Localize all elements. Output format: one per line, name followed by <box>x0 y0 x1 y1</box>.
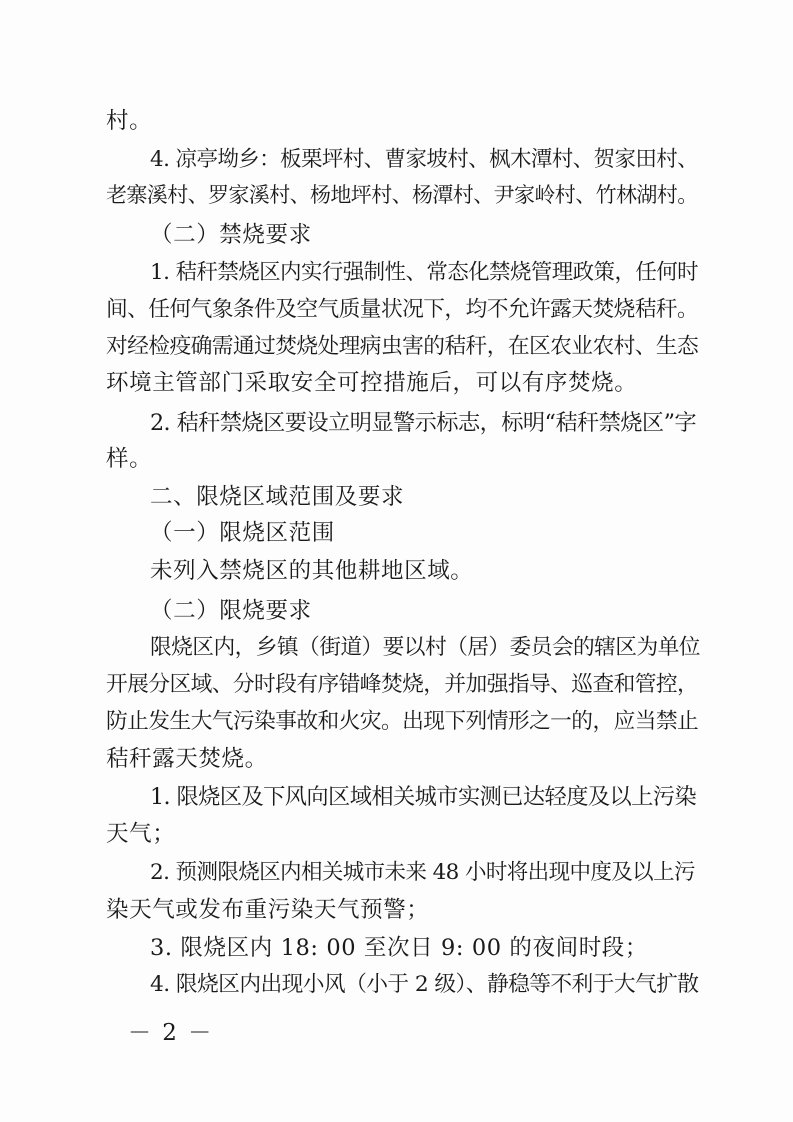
text-line: 4. 限烧区内出现小风（小于 2 级）、静稳等不利于大气扩散 <box>150 972 699 997</box>
text-line: 环境主管部门采取安全可控措施后，可以有序焚烧。 <box>106 370 638 396</box>
text-line: 4. 凉亭坳乡：板栗坪村、曹家坡村、枫木潭村、贺家田村、 <box>150 147 699 172</box>
text-line: 1. 限烧区及下风向区域相关城市实测已达轻度及以上污染 <box>150 784 697 810</box>
text-line: 老寨溪村、罗家溪村、杨地坪村、杨潭村、尹家岭村、竹林湖村。 <box>106 183 698 207</box>
text-line: 对经检疫确需通过焚烧处理病虫害的秸秆，在区农业农村、生态 <box>106 334 699 359</box>
page-number: － 2 － <box>128 1020 214 1046</box>
text-line: 未列入禁烧区的其他耕地区域。 <box>150 558 474 584</box>
text-line: 防止发生大气污染事故和火灾。出现下列情形之一的，应当禁止 <box>106 709 699 734</box>
section-heading: 二、限烧区域范围及要求 <box>150 484 405 510</box>
text-line: 1. 秸秆禁烧区内实行强制性、常态化禁烧管理政策，任何时 <box>150 260 699 285</box>
text-line: 村。 <box>106 108 153 134</box>
text-line: 限烧区内，乡镇（街道）要以村（居）委员会的辖区为单位 <box>150 635 700 660</box>
text-line: 2. 预测限烧区内相关城市未来 48 小时将出现中度及以上污 <box>150 860 695 885</box>
section-heading: （二）限烧要求 <box>150 598 312 624</box>
text-line: 开展分区域、分时段有序错峰焚烧，并加强指导、巡查和管控， <box>106 672 699 697</box>
section-heading: （一）限烧区范围 <box>150 520 335 546</box>
text-line: 3. 限烧区内 18: 00 至次日 9: 00 的夜间时段； <box>150 935 648 961</box>
text-line: 样。 <box>106 446 153 472</box>
text-line: 天气； <box>106 821 176 847</box>
text-line: 秸秆露天焚烧。 <box>106 746 268 772</box>
text-line: 2. 秸秆禁烧区要设立明显警示标志，标明“秸秆禁烧区”字 <box>150 410 697 436</box>
text-line: 染天气或发布重污染天气预警； <box>106 897 430 923</box>
text-line: 间、任何气象条件及空气质量状况下，均不允许露天焚烧秸秆。 <box>106 297 699 322</box>
section-heading: （二）禁烧要求 <box>150 222 312 248</box>
